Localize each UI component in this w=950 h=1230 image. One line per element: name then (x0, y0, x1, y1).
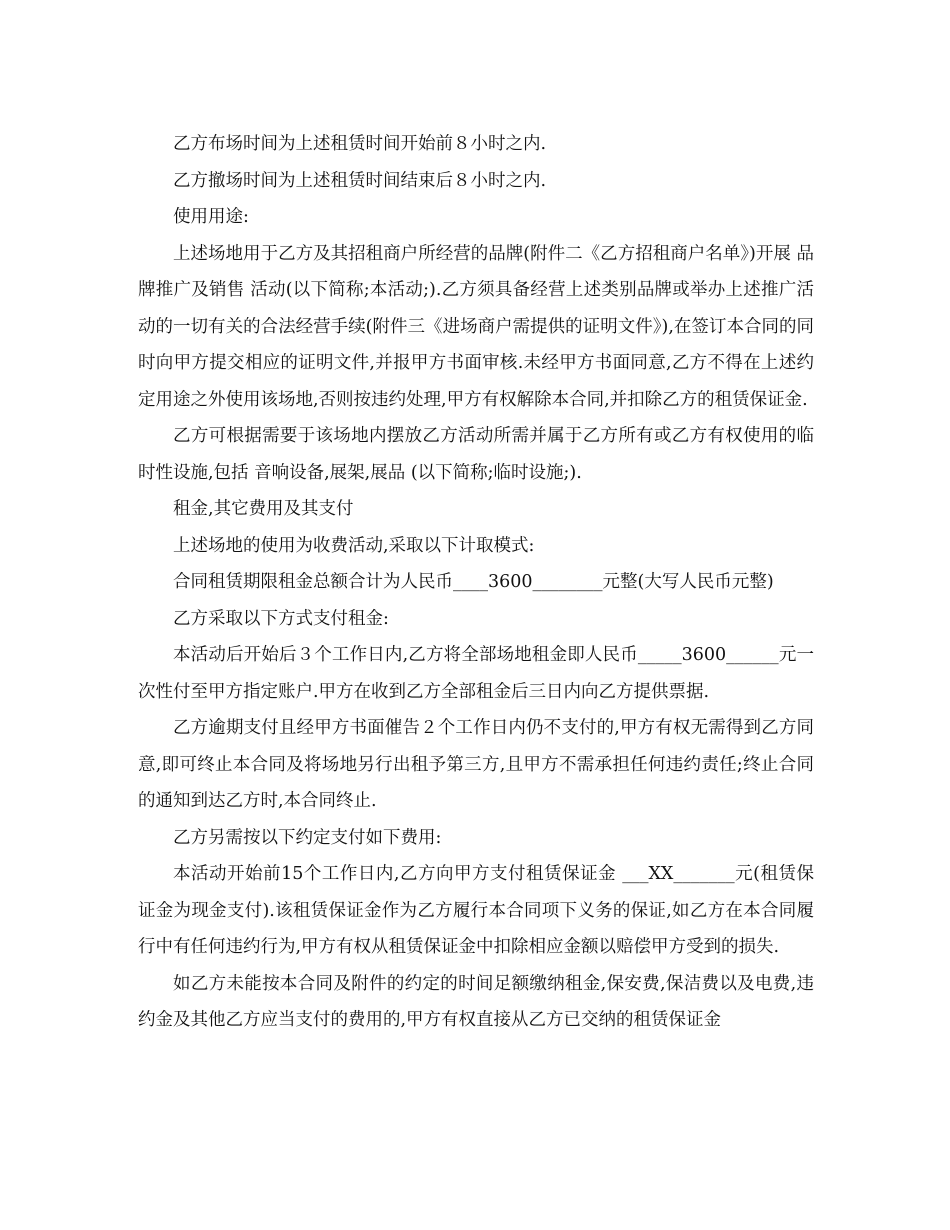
paragraph-teardown-time: 乙方撤场时间为上述租赁时间结束后８小时之内. (173, 170, 547, 191)
paragraph-usage-terms: 上述场地用于乙方及其招租商户所经营的品牌(附件二《乙方招租商户名单》)开展 品牌推广及销售 活动(以下简称;本活动;).乙方须具备经营上述类别品牌或举办上述推广活动的一切有关的合法经营手续(附件三《进场商户需提供的证明文件》),在签订本合同的同时向甲方提交相应的证明文件,并报甲方书面审核.未经甲方书面同意,乙方不得在上述约定用途之外使用该场地,否则按违约处理,甲方有权解除本合同,并扣除乙方的租赁保证金. (138, 243, 814, 410)
paragraph-payment-terms: 本活动后开始后３个工作日内,乙方将全部场地租金即人民币_____3600______元一次性付至甲方指定账户.甲方在收到乙方全部租金后三日内向乙方提供票据. (138, 645, 814, 702)
paragraph-usage-heading: 使用用途: (173, 207, 249, 227)
paragraph-deposit: 本活动开始前15个工作日内,乙方向甲方支付租赁保证金 ___XX_______元(租赁保证金为现金支付).该租赁保证金作为乙方履行本合同项下义务的保证,如乙方在本合同履行中有任何违约行为,甲方有权从租赁保证金中扣除相应金额以赔偿甲方受到的损失. (138, 864, 814, 957)
paragraph-deposit-deduction: 如乙方未能按本合同及附件的约定的时间足额缴纳租金,保安费,保洁费以及电费,违约金及其他乙方应当支付的费用的,甲方有权直接从乙方已交纳的租赁保证金 (138, 973, 814, 1030)
paragraph-rent-total: 合同租赁期限租金总额合计为人民币____3600________元整(大写人民币元整) (173, 572, 774, 592)
paragraph-rent-heading: 租金,其它费用及其支付 (173, 499, 354, 519)
paragraph-charging-mode: 上述场地的使用为收费活动,采取以下计取模式: (173, 535, 535, 556)
paragraph-other-fees-heading: 乙方另需按以下约定支付如下费用: (173, 827, 442, 848)
paragraph-setup-time: 乙方布场时间为上述租赁时间开始前８小时之内. (173, 134, 547, 154)
document-body (138, 126, 814, 1039)
paragraph-payment-method-heading: 乙方采取以下方式支付租金: (173, 608, 389, 629)
paragraph-temporary-facilities: 乙方可根据需要于该场地内摆放乙方活动所需并属于乙方所有或乙方有权使用的临时性设施,包括 音响设备,展架,展品 (以下简称;临时设施;). (138, 426, 814, 483)
paragraph-late-payment: 乙方逾期支付且经甲方书面催告２个工作日内仍不支付的,甲方有权无需得到乙方同意,即可终止本合同及将场地另行出租予第三方,且甲方不需承担任何违约责任;终止合同的通知到达乙方时,本合同终止. (138, 718, 814, 811)
